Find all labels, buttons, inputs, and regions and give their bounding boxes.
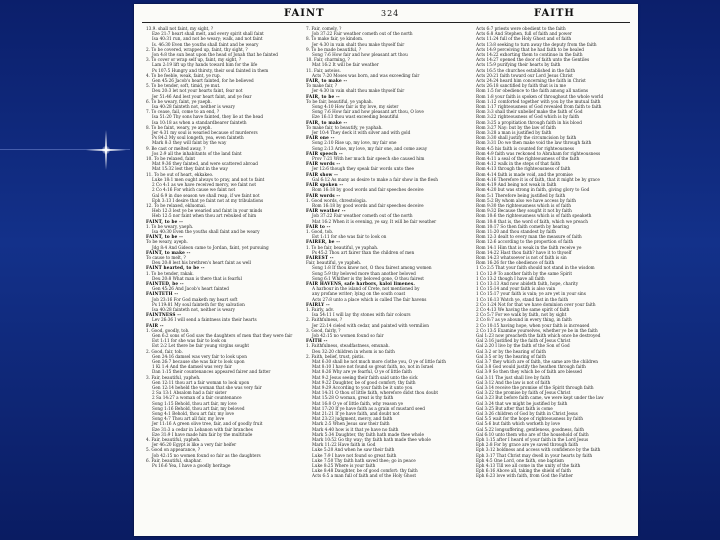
text-line: 2. To be covered, wrapped up, faint, thy sight, ?: [146, 46, 248, 52]
text-line: Acts 14:22 exhorting them to continue in the faith: [476, 52, 583, 58]
text-line: Deu 32:20 children in whom is no faith: [312, 348, 395, 354]
text-line: Acts 27:8 unto a place which is called The fair havens: [312, 296, 427, 302]
text-line: Eze 16:13 thou wast exceeding beautiful: [312, 114, 399, 120]
text-line: 2 Sa 13:1 Absalom had a fair sister: [152, 390, 227, 396]
text-line: Isa 54:11 I will lay thy stones with fair colours: [312, 312, 411, 318]
text-line: 3. Good, fairly, ?: [306, 327, 341, 333]
text-line: Mat 23:23 judgment, mercy, and faith: [312, 416, 393, 422]
text-line: 10. Fair, charming, ?: [306, 57, 350, 63]
text-line: Luke 8:48 Daughter, be of good comfort: thy faith: [312, 468, 418, 474]
text-line: Gal 3:14 receive the promise of the Spirit through faith: [476, 385, 594, 391]
text-line: 3. To cover or wrap self up, faint, my sight, ?: [146, 57, 242, 63]
text-line: Fair, beautiful, ye yapheh.: [306, 260, 362, 266]
left-decorative-panel: [0, 0, 130, 540]
text-line: To be fair, beautiful, ye yaphah.: [306, 98, 373, 104]
entry-heading: FAIR, to be --: [306, 93, 340, 99]
text-line: any profane writer; lying on the south coast: [312, 291, 406, 297]
page-number: 324: [381, 9, 400, 18]
text-line: Job 37:22 Fair weather cometh out of the north: [312, 31, 413, 37]
text-line: Mat 16:2 It will be fair weather: [312, 62, 379, 68]
text-line: 4. Fair, beautiful, yapheh.: [146, 437, 201, 443]
text-line: Rom 1:5 for obedience to the faith among all nations: [476, 88, 589, 94]
text-line: Jer 46:20 Egypt is like a very fair heifer: [152, 442, 237, 448]
text-line: 2 Co 4:13 We having the same spirit of faith: [476, 306, 570, 312]
header-rule: [142, 22, 630, 23]
text-line: Gal 3:7 they which are of faith, the same are the children: [476, 359, 598, 364]
text-line: 1 Co 15:17 your faith is vain; ye are yet in your sins: [476, 291, 586, 297]
text-line: 1 Co 2:5 That your faith should not stand in the wisdom: [476, 265, 595, 271]
text-line: Deu 20:8 What man is there that is fearful: [152, 275, 242, 281]
text-line: Rom 10:6 the righteousness which is of faith speaketh: [476, 213, 592, 219]
text-line: Jer 4:30 in vain shalt thou make thyself fair: [312, 41, 405, 47]
text-line: Rom 10:17 So then faith cometh by hearing: [476, 223, 569, 229]
text-line: Acts 7:20 Moses was born, and was exceeding fair: [312, 72, 420, 78]
text-line: Rom 1:17 righteousness of God revealed from faith to faith: [476, 104, 602, 110]
text-line: 2 Co 4:1 as we have received mercy, we faint not: [152, 182, 257, 188]
text-line: Mat 16:2 When it is evening, ye say, It will be fair weather: [312, 218, 437, 224]
text-line: Job 23:16 For God maketh my heart soft: [152, 296, 238, 302]
text-line: Rom 5:1 Therefore being justified by faith: [476, 192, 566, 198]
text-line: Song 1:15 Behold, thou art fair, my love: [152, 400, 237, 406]
scanned-concordance-page: [134, 4, 638, 536]
text-line: Song 6:1 Whither is thy beloved gone, O thou fairest: [312, 275, 424, 281]
text-line: Gal 3:23 But before faith came, we were kept under the law: [476, 395, 604, 401]
text-line: Eph 3:13 I desire that ye faint not at my tribulations: [152, 197, 264, 203]
text-line: 1. Faithfulness, steadfastness, emunah.: [306, 343, 390, 349]
text-line: Is. 46:30 Even the youths shall faint and be weary: [152, 41, 259, 47]
text-line: Mat 15:28 O woman, great is thy faith: [312, 395, 394, 401]
text-line: Mat 9:2 Jesus seeing their faith said unto the sick: [312, 374, 418, 380]
text-line: Eph 6:16 Above all, taking the shield of faith: [476, 468, 571, 474]
text-line: Rom 9:30 the righteousness which is of faith: [476, 202, 571, 208]
text-line: 10. To be relaxed, faint: [146, 156, 196, 162]
text-line: Song 7:6 How fair and how pleasant art thou: [312, 52, 408, 58]
text-line: Luke 18:1 men ought always to pray, and not to faint: [152, 176, 265, 182]
text-line: 2 Co 5:7 For we walk by faith, not by sight: [476, 312, 567, 318]
text-line: Eph 6:23 love with faith, from God the Father: [476, 473, 574, 479]
text-line: Acts 11:24 full of the Holy Ghost and of faith: [476, 36, 572, 42]
text-line: Gal 3:11 The just shall live by faith: [476, 374, 551, 380]
text-line: 9. To be made beautiful, ?: [306, 46, 361, 52]
entry-heading: FAINTNESS --: [146, 312, 182, 318]
text-line: Mark 5:34 Daughter, thy faith hath made thee whole: [312, 431, 425, 437]
text-line: Rom 16:18 by good words and fair speeches deceive: [312, 202, 424, 208]
text-line: Jer 4:30 in vain shalt thou make thyself fair: [312, 88, 405, 94]
text-line: 2 Co 8:7 as ye abound in every thing, in faith: [476, 317, 572, 323]
text-line: 7. Fair, comely, ?: [306, 26, 342, 31]
text-line: Gal 1:23 now preacheth the faith which once he destroyed: [476, 332, 601, 338]
text-line: To make fair, ?: [306, 83, 337, 89]
text-line: Rom 1:12 comforted together with you by the mutual faith: [476, 98, 601, 104]
text-line: Rom 4:14 faith is made void, and the promise: [476, 171, 573, 177]
text-line: Est 2:2 Let there be fair young virgins sought: [152, 343, 250, 349]
text-line: Gal 3:22 the promise by faith of Jesus Christ: [476, 390, 571, 396]
text-line: Gal 6:10 unto them who are of the household of faith: [476, 431, 589, 437]
text-line: Rom 3:28 a man is justified by faith: [476, 130, 552, 136]
text-line: Gal 3:25 But after that faith is come: [476, 405, 553, 411]
text-line: Lam 2:19 lift up thy hands toward him for the life: [152, 62, 258, 68]
text-line: Heb 12:5 nor faint when thou art rebuked of him: [152, 213, 257, 219]
text-line: Mat 8:10 I have not found so great faith, no, not in Israel: [312, 364, 434, 370]
text-line: Gen 12:14 beheld the woman that she was very fair: [152, 385, 262, 391]
text-line: Rom 3:31 Do we then make void the law through faith: [476, 140, 592, 146]
entry-heading: FAIR words --: [306, 161, 341, 167]
text-line: Jer 4:31 my soul is wearied because of murderers: [152, 130, 258, 136]
entry-heading: FAIR, to make --: [306, 78, 348, 84]
text-line: 1. Good, goodly, tob.: [146, 327, 190, 333]
sparkle-star-icon: [86, 130, 126, 170]
text-line: Isa 40:28 fainteth not, neither is weary: [152, 306, 235, 312]
text-line: 3. Fair, beautiful, yapheh.: [146, 374, 201, 380]
text-line: Rom 4:11 a seal of the righteousness of the faith: [476, 156, 580, 162]
text-line: Song 2:10 Rise up, my love, my fair one: [312, 140, 397, 146]
header-right-word: FAITH: [534, 8, 575, 19]
text-line: Mat 17:20 If ye have faith as a grain of mustard seed: [312, 405, 425, 411]
text-line: Jer 12:6 though they speak fair words unto thee: [312, 166, 415, 172]
text-line: Rom 3:30 shall justify the circumcision by faith: [476, 135, 577, 141]
text-line: Rom 3:25 a propitiation through faith in his blood: [476, 119, 582, 125]
text-line: Rom 14:1 Him that is weak in the faith receive ye: [476, 244, 582, 250]
text-line: Acts 6:5 a man full of faith and of the Holy Ghost: [312, 473, 417, 479]
text-line: 2. Good, fair, tob.: [146, 348, 183, 354]
text-line: 1. To be weary, yaeph.: [146, 223, 194, 229]
text-line: Ps 16:6 Yea, I have a goodly heritage: [152, 463, 231, 469]
text-line: Gen 6:2 sons of God saw the daughters of men that they were fair: [152, 332, 293, 338]
text-line: Isa 10:18 as when a standardbearer fainteth: [152, 119, 247, 125]
text-line: Song 4:1 Behold, thou art fair, my love: [152, 411, 235, 417]
text-line: Rom 16:26 for the obedience of faith: [476, 260, 555, 266]
text-line: Rom 16:18 by good words and fair speeches deceive: [312, 187, 424, 193]
entry-heading: FAIR weather --: [306, 208, 346, 214]
entry-heading: FAINTETH --: [146, 291, 179, 297]
text-line: Gal 3:26 children of God by faith in Christ Jesus: [476, 411, 578, 417]
text-line: Gal 5:5 wait for the hope of righteousness by faith: [476, 416, 583, 422]
text-line: Acts 24:24 heard him concerning the faith in Christ: [476, 78, 586, 84]
text-line: Gal 3:12 And the law is not of faith: [476, 379, 551, 385]
text-line: Rom 4:9 faith was reckoned to Abraham for righteousness: [476, 150, 601, 156]
text-line: 8. To make fair, ye kindom.: [306, 36, 364, 42]
text-line: Mat 9:29 According to your faith be it unto you: [312, 385, 413, 391]
text-line: Acts 16:5 the churches established in the faith: [476, 67, 576, 73]
text-line: Gal 2:16 justified by the faith of Jesus Christ: [476, 338, 571, 344]
text-line: 2 Co 4:16 For which cause we faint not: [152, 187, 236, 193]
text-line: 1 Co 13:13 And now abideth faith, hope, charity: [476, 280, 579, 286]
text-line: Dan 1:15 their countenances appeared fairer and fatter: [152, 369, 271, 375]
text-line: Ps 84:2 My soul longeth, yea, even fainteth: [152, 135, 244, 141]
text-line: 11. Fair, asteios.: [306, 67, 341, 73]
text-line: Jon 4:8 the sun beat upon the head of Jonah that he fainted: [152, 52, 278, 58]
text-line: Gal 5:6 but faith which worketh by love: [476, 421, 560, 427]
text-line: 2 Co 1:24 Not for that we have dominion over your faith: [476, 301, 596, 307]
text-line: Rom 4:20 but was strong in faith, giving glory to God: [476, 187, 590, 193]
text-line: Gal 3:8 God would justify the heathen through faith: [476, 364, 586, 370]
text-line: 5. To be tender, soft, timid, ye mut.: [146, 83, 221, 89]
text-line: Mat 9:36 they fainted, and were scattered abroad: [152, 161, 258, 167]
text-line: Eze 31:9 I have made him fair by the multitude: [152, 431, 253, 437]
text-line: 7. To cease, fail, come to an end, ?: [146, 109, 220, 115]
text-line: Eph 4:13 Till we all come in the unity of the faith: [476, 463, 581, 469]
entry-heading: FAINT hearted, to be --: [146, 265, 205, 271]
text-line: Gal 3:2 or by the hearing of faith: [476, 348, 546, 354]
text-line: Rom 10:8 that is, the word of faith, which we preach: [476, 218, 588, 224]
text-line: 1. To be tender, rakak.: [146, 270, 194, 276]
text-line: Rom 14:22 Hast thou faith? have it to thyself: [476, 249, 572, 255]
entry-heading: FAIRLY --: [306, 301, 330, 307]
text-line: 1. To be fair, beautiful, ye yaphah.: [306, 244, 379, 250]
text-line: Mark 2:5 When Jesus saw their faith: [312, 421, 390, 427]
text-line: 1. Good words, chrestologia.: [306, 197, 367, 203]
text-line: Gal 6:9 in due season we shall reap, if we faint not: [152, 192, 260, 198]
text-line: Acts 13:8 seeking to turn away the deputy from the faith: [476, 41, 597, 47]
text-column-1: [146, 26, 298, 532]
text-line: 1. Good, tob.: [306, 228, 334, 234]
text-line: Eze 21:7 heart shall melt, and every spirit shall faint: [152, 31, 264, 37]
text-line: Gal 2:20 I live by the faith of the Son of God: [476, 343, 570, 349]
text-line: Luke 8:25 Where is your faith: [312, 463, 376, 469]
text-line: Job 42:15 no women found so fair: [312, 332, 384, 338]
text-line: Rom 12:3 dealt to every man the measure of faith: [476, 234, 582, 240]
entry-heading: FAINT, to make --: [146, 249, 191, 255]
text-line: Ps 119:81 My soul fainteth for thy salvation: [152, 301, 245, 307]
text-line: Rom 4:12 walk in the steps of that faith: [476, 161, 561, 167]
text-line: Acts 26:18 sanctified by faith that is in me: [476, 83, 566, 89]
text-line: Gen 24:16 damsel was very fair to look upon: [152, 353, 247, 359]
text-line: Jos 2:9 all the inhabitants of the land faint: [152, 150, 242, 156]
text-line: Isa 40:28 fainteth not, neither is weary: [152, 104, 235, 110]
text-line: Gal 3:24 that we might be justified by faith: [476, 400, 568, 406]
entry-heading: FAINT, to be --: [146, 218, 184, 224]
text-line: Job 37:22 Fair weather cometh out of the north: [312, 213, 413, 219]
text-line: 13.9. shall not faint, my sight, ?: [146, 26, 214, 31]
text-line: Eph 4:5 One Lord, one faith, one baptism: [476, 457, 564, 463]
text-line: Song 4:10 How fair is thy love, my sister: [312, 104, 399, 110]
text-line: Mat 6:30 shall he not much more clothe you, O ye of little faith: [312, 359, 446, 364]
text-line: Rom 9:32 Because they sought it not by faith: [476, 208, 572, 214]
text-line: 5. Good on appearance, ?: [146, 447, 201, 453]
text-line: 1. Fairly, adv.: [306, 306, 334, 312]
text-line: Acts 6:7 priests were obedient to the faith: [476, 26, 566, 31]
text-line: Ps 107:5 Hungry and thirsty, their soul fainted in them: [152, 67, 269, 73]
text-line: 1 Co 15:14 and your faith is also vain: [476, 286, 556, 292]
text-line: 4. To be feeble, weak, faint, ye rup.: [146, 72, 221, 78]
text-line: 1 Co 12:9 To another faith by the same Spirit: [476, 270, 573, 276]
text-line: Mark 4:40 how is it that ye have no faith: [312, 426, 399, 432]
entry-heading: FAIR HAVENS, safe harbors, kaloi limenes.: [306, 280, 416, 286]
text-line: Gal 3:5 or by the hearing of faith: [476, 353, 546, 359]
text-line: Ps 45:2 Thou art fairer than the children of men: [312, 249, 415, 255]
text-line: Song 5:9 thy beloved more than another beloved: [312, 270, 416, 276]
text-line: Mat 16:8 O ye of little faith, why reason ye: [312, 400, 403, 406]
entry-heading: FAIR to --: [306, 223, 331, 229]
text-line: Isa 51:20 Thy sons have fainted, they lie at the head: [152, 114, 264, 120]
text-line: Acts 14:9 perceiving that he had faith to be healed: [476, 46, 584, 52]
text-line: Lev 26:36 I will send a faintness into their hearts: [152, 317, 257, 323]
text-line: Eph 3:17 That Christ may dwell in your hearts by faith: [476, 452, 593, 458]
text-column-3: [470, 26, 630, 532]
text-line: Jdg 8:4 And Gideon came to Jordan, faint, yet pursuing: [152, 244, 269, 250]
text-line: Song 1:16 Behold, thou art fair, my beloved: [152, 405, 245, 411]
text-line: Gal 6:12 As many as desire to make a fair show in the flesh: [312, 176, 438, 182]
entry-heading: FAINT, to be --: [146, 234, 184, 240]
text-line: Mat 14:31 O thou of little faith, wherefore didst thou doubt: [312, 390, 439, 396]
text-line: Rom 12:6 according to the proportion of faith: [476, 239, 574, 245]
text-line: Rom 14:23 whatsoever is not of faith is sin: [476, 254, 567, 260]
text-line: Rom 3:3 shall their unbelief make the faith of God: [476, 109, 583, 115]
text-line: 6. To be weary, faint, ye yaeph.: [146, 98, 212, 104]
entry-heading: FAIR show --: [306, 171, 339, 177]
text-line: Mat 21:21 If ye have faith, and doubt not: [312, 411, 400, 417]
text-line: Luke 7:9 I have not found so great faith: [312, 452, 397, 458]
text-line: Mat 9:22 Daughter, be of good comfort; thy faith: [312, 379, 416, 385]
text-line: Est 1:11 for she was fair to look on: [152, 338, 227, 344]
text-line: Song 4:7 Thou art all fair, my love: [152, 416, 225, 422]
text-line: Mat 15:32 lest they faint in the way: [152, 166, 228, 172]
entry-heading: FAIREST --: [306, 254, 334, 260]
text-line: Rom 4:5 his faith is counted for righteousness: [476, 145, 575, 151]
text-line: 12. To be relaxed, ekluomai.: [146, 202, 207, 208]
text-line: Acts 14:27 opened the door of faith unto the Gentiles: [476, 57, 590, 63]
entry-heading: FAINTED, be --: [146, 280, 184, 286]
text-line: Jer 51:46 And lest your heart faint, and ye fear: [152, 93, 252, 99]
text-line: Eph 1:15 after I heard of your faith in the Lord Jesus: [476, 437, 589, 443]
text-line: 1 Co 16:13 Watch ye, stand fast in the faith: [476, 296, 569, 302]
text-line: Acts 20:21 faith toward our Lord Jesus Christ: [476, 72, 573, 78]
text-line: Gal 3:9 So then they which be of faith are blessed: [476, 369, 582, 375]
text-line: To make fair, to beautify, ye yaphah.: [306, 124, 383, 130]
text-line: Isa 40:30 Even the youths shall faint and be weary: [152, 228, 260, 234]
text-line: Job 42:15 no women found so fair as the daughters: [152, 452, 261, 458]
text-line: Acts 15:9 purifying their hearts by faith: [476, 62, 561, 68]
entry-heading: FAIR, to make --: [306, 119, 348, 125]
text-line: Rom 3:27 Nay: but by the law of faith: [476, 124, 556, 130]
text-line: Jer 22:14 cieled with cedar, and painted with vermilion: [312, 322, 429, 328]
text-line: Gen 45:26 Jacob's heart fainted, for he believed: [152, 78, 254, 84]
entry-heading: FAITH --: [306, 338, 328, 344]
text-line: Mat 8:26 Why are ye fearful, O ye of little faith: [312, 369, 412, 375]
entry-heading: FAIR speech --: [306, 150, 343, 156]
text-line: Rom 5:2 By whom also we have access by faith: [476, 197, 576, 203]
text-line: 2 Sa 14:27 a woman of a fair countenance: [152, 395, 242, 401]
text-line: Song 2:13 Arise, my love, my fair one, and come away: [312, 145, 428, 151]
text-line: Rom 4:16 Therefore it is of faith, that it might be by grace: [476, 176, 600, 182]
text-line: Jer 11:16 A green olive tree, fair, and of goodly fruit: [152, 421, 263, 427]
entry-heading: FAIR one --: [306, 135, 335, 141]
text-line: 1 Co 13:2 though I have all faith: [476, 275, 545, 281]
text-line: 8. To be faint, weary, ye ayeph.: [146, 124, 212, 130]
text-line: Song 1:8 If thou know not, O thou fairest among women: [312, 265, 432, 271]
text-line: Rom 1:8 your faith is spoken of throughout the whole world: [476, 93, 604, 99]
text-line: Mark 8:3 they will faint by the way: [152, 140, 227, 146]
text-line: Gen 26:7 because she was fair to look upon: [152, 359, 245, 364]
text-column-2: [306, 26, 462, 532]
text-line: Eze 31:3 a cedar in Lebanon with fair branches: [152, 426, 253, 432]
entry-heading: FAIR spoken --: [306, 182, 344, 188]
text-line: Acts 6:8 And Stephen, full of faith and power: [476, 31, 572, 37]
text-line: 2. Faithfulness, ?: [306, 317, 343, 323]
entry-heading: FAIR words --: [306, 192, 341, 198]
text-line: To be weary, ayeph.: [146, 239, 188, 245]
text-line: 9. Be cast or melted away, ?: [146, 145, 206, 151]
text-line: Mark 10:52 Go thy way; thy faith hath made thee whole: [312, 437, 431, 443]
text-line: Heb 12:3 lest ye be wearied and faint in your minds: [152, 208, 263, 214]
entry-heading: FAIR --: [146, 322, 164, 328]
text-line: Prov 7:21 With her much fair speech she caused him: [312, 156, 425, 162]
text-line: Jer 10:4 They deck it with silver and with gold: [312, 130, 411, 136]
text-line: Eph 2:8 For by grace are ye saved through faith: [476, 442, 579, 448]
text-line: Song 7:6 How fair and how pleasant art thou, O love: [312, 109, 424, 115]
text-line: To cause to melt, ?: [146, 254, 186, 260]
header-left-word: FAINT: [284, 8, 325, 19]
text-line: Eph 3:12 boldness and access with confidence by the faith: [476, 447, 601, 453]
text-line: 11. To be out of heart, ekkakeo.: [146, 171, 214, 177]
text-line: 2 Co 13:5 Examine yourselves, whether ye be in the faith: [476, 327, 598, 333]
text-line: Gal 5:22 longsuffering, gentleness, goodness, faith: [476, 426, 584, 432]
text-line: 6. Fair, beautiful, shaphar.: [146, 457, 202, 463]
text-line: 2. Faith, belief, trust, pistis.: [306, 353, 365, 359]
text-line: Rom 3:22 righteousness of God which is by faith: [476, 114, 579, 120]
entry-heading: FAIRER, be --: [306, 239, 341, 245]
text-line: Isa 40:31 run, and not be weary; walk, and not faint: [152, 36, 263, 42]
text-line: Luke 5:20 And when he saw their faith: [312, 447, 395, 453]
text-line: Mark 11:22 Have faith in God: [312, 442, 376, 448]
text-line: A harbour in the island of Crete, not mentioned by: [312, 286, 420, 292]
page-header: [134, 8, 638, 22]
text-line: 1 Ki 1:4 And the damsel was very fair: [152, 364, 232, 370]
text-line: Rom 4:13 through the righteousness of faith: [476, 166, 571, 172]
text-line: Deu 20:8 lest his brethren's heart faint as well: [152, 260, 251, 266]
text-line: Est 1:11 for she was fair to look on: [312, 234, 387, 240]
text-line: Deu 20:3 let not your hearts faint, fear not: [152, 88, 243, 94]
text-line: Rom 11:20 and thou standest by faith: [476, 228, 556, 234]
text-line: Rom 4:19 And being not weak in faith: [476, 182, 557, 188]
text-line: Gen 45:26 And Jacob's heart fainted: [152, 286, 229, 292]
text-line: 2 Co 10:15 having hope, when your faith is increased: [476, 322, 590, 328]
text-line: Luke 7:50 Thy faith hath saved thee; go in peace: [312, 457, 416, 463]
text-line: Gen 12:11 thou art a fair woman to look upon: [152, 379, 250, 385]
